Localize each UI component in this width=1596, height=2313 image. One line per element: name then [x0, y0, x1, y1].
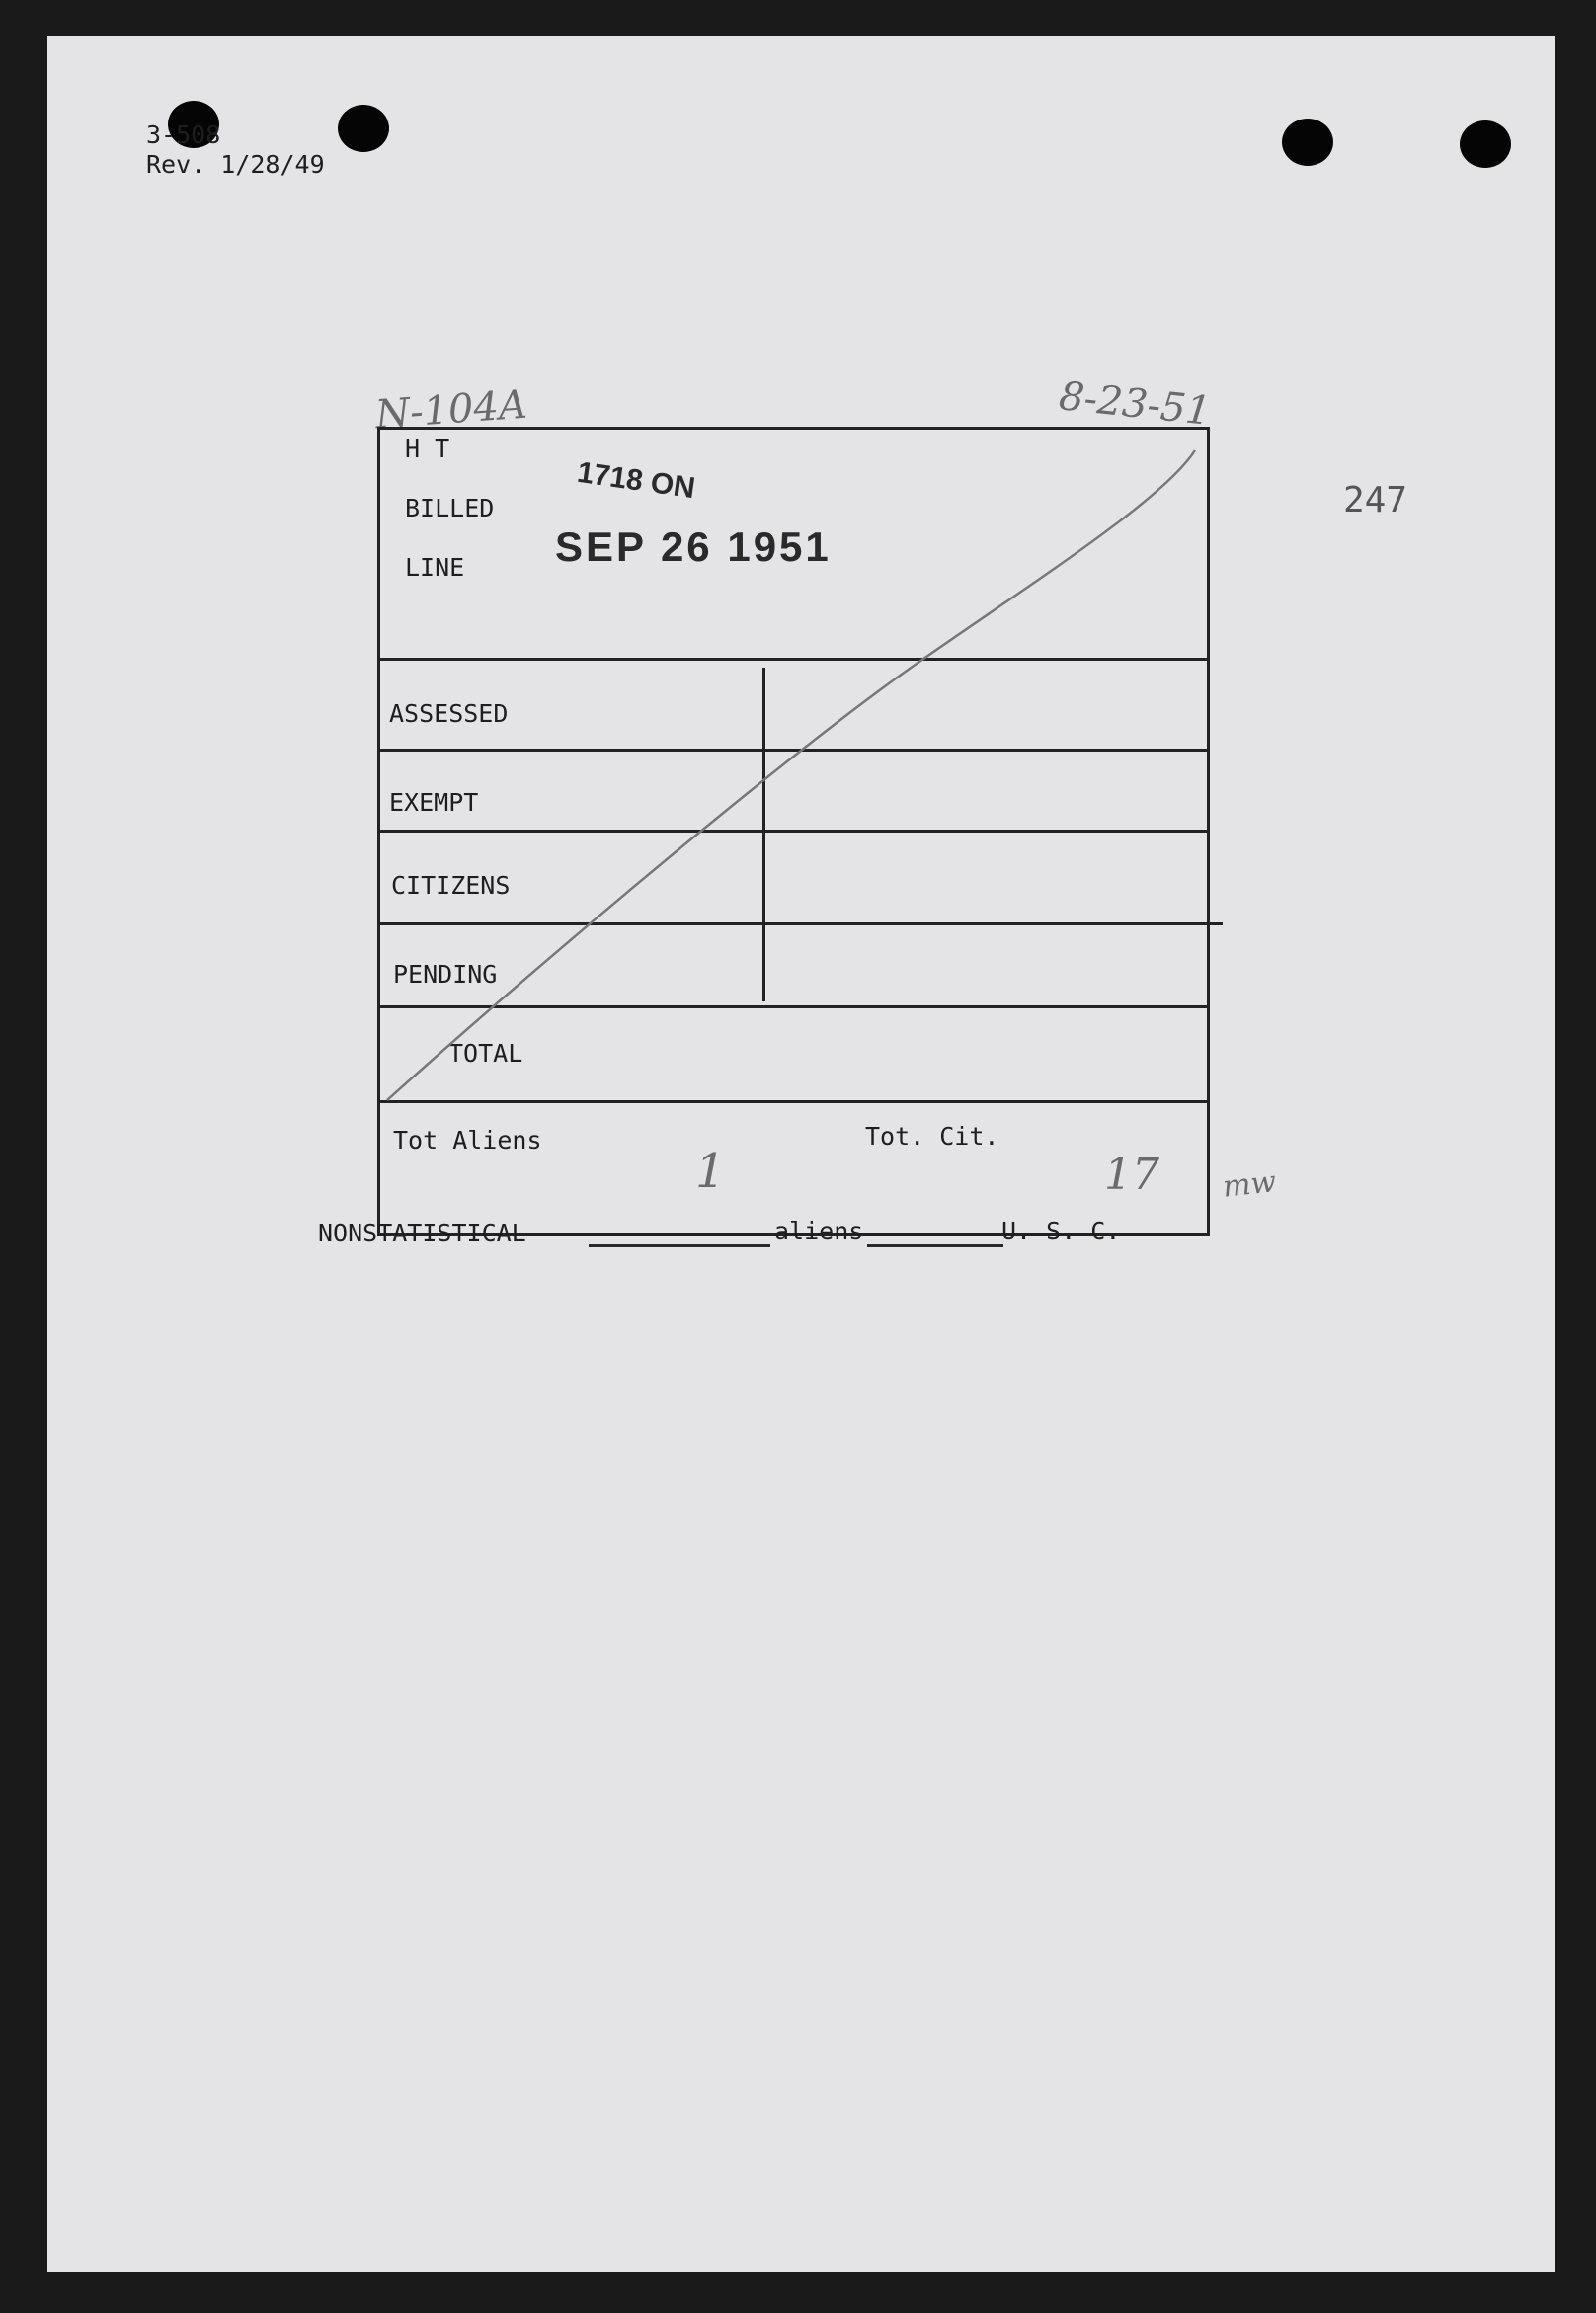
- label-total: TOTAL: [448, 1039, 523, 1068]
- aliens-blank: [867, 1244, 1003, 1247]
- label-assessed: ASSESSED: [389, 699, 509, 728]
- document-page: [47, 36, 1555, 2272]
- cancel-diagonal-line: [47, 36, 1555, 2272]
- handwritten-tot-cit: 17: [1104, 1150, 1159, 1200]
- handwritten-date: 8-23-51: [1057, 373, 1214, 435]
- label-billed: BILLED: [405, 494, 495, 522]
- form-number: 3-508: [146, 120, 221, 149]
- handwritten-tot-aliens: 1: [695, 1144, 726, 1199]
- label-exempt: EXEMPT: [389, 788, 479, 817]
- label-ht: H T: [405, 435, 450, 463]
- nonstatistical-blank: [589, 1244, 770, 1247]
- revision-date: Rev. 1/28/49: [146, 150, 325, 179]
- label-tot-cit: Tot. Cit.: [865, 1122, 999, 1151]
- label-nonstatistical: NONSTATISTICAL: [318, 1219, 526, 1247]
- page-number: 247: [1343, 480, 1408, 520]
- received-stamp-line2: SEP 26 1951: [555, 523, 832, 570]
- received-stamp-line1: 1718 ON: [575, 455, 697, 506]
- handwritten-file-ref: N-104A: [373, 381, 529, 439]
- label-aliens: aliens: [774, 1217, 864, 1245]
- label-line: LINE: [405, 553, 465, 582]
- label-citizens: CITIZENS: [391, 871, 511, 900]
- label-tot-aliens: Tot Aliens: [393, 1126, 542, 1155]
- label-pending: PENDING: [393, 960, 498, 989]
- label-usc: U. S. C.: [1001, 1217, 1121, 1245]
- handwritten-initials: mw: [1221, 1164, 1278, 1205]
